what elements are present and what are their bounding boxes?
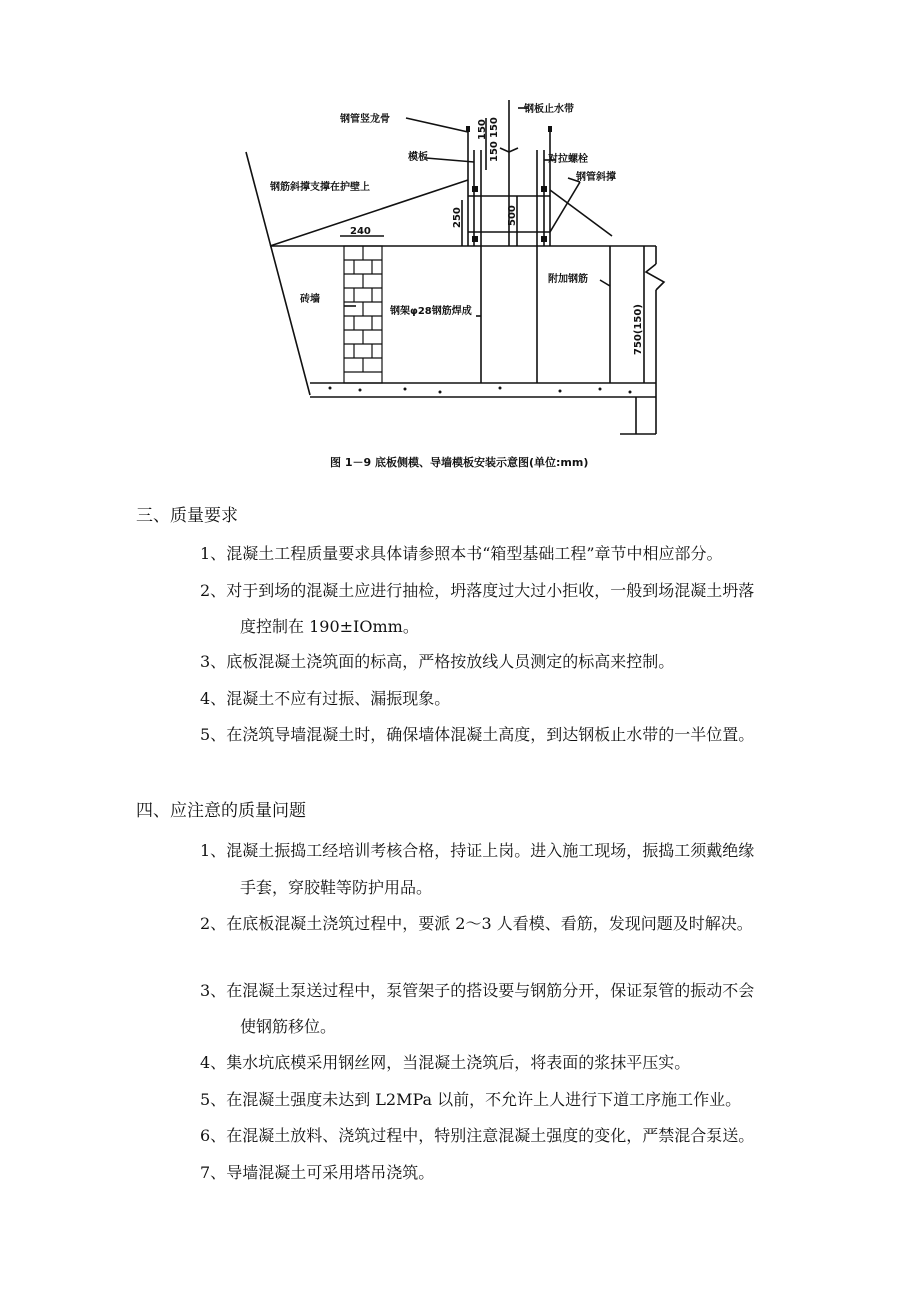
dim-150-mid: 150 [489,141,500,162]
label-rebar-brace: 钢筋斜撑支撑在护壁上 [270,182,370,193]
item-continuation: 使钢筋移位。 [240,1017,337,1036]
dim-240: 240 [350,226,371,237]
item-text: 导墙混凝土可采用塔吊浇筑。 [226,1163,435,1182]
item-continuation: 手套，穿胶鞋等防护用品。 [240,878,433,897]
item-number: 5、 [200,1090,227,1109]
dim-250: 250 [452,207,463,228]
item-text: 混凝土振捣工经培训考核合格，持证上岗。进入施工现场，振捣工须戴绝缘 [226,841,755,860]
list-item [200,1052,690,1074]
dim-150-side: 150 [477,119,488,140]
formwork-installation-diagram [0,0,920,480]
item-number: 2、 [200,581,227,600]
item-number: 3、 [200,981,227,1000]
section-title-quality-issues: 四、应注意的质量问题 [136,801,306,821]
list-item [200,840,754,862]
list-item [200,913,753,935]
label-steel-pipe-stud: 钢管竖龙骨 [340,114,390,125]
item-text: 对于到场的混凝土应进行抽检，坍落度过大过小拒收，一般到场混凝土坍落 [226,581,755,600]
item-continuation: 度控制在 190±IOmm。 [240,617,419,636]
list-item [200,688,450,710]
item-text: 在混凝土泵送过程中，泵管架子的搭设要与钢筋分开，保证泵管的振动不会 [226,981,755,1000]
item-text: 混凝土不应有过振、漏振现象。 [226,689,451,708]
item-number: 1、 [200,544,227,563]
list-item [200,1125,754,1147]
item-text: 集水坑底模采用钢丝网，当混凝土浇筑后，将表面的浆抹平压实。 [226,1053,691,1072]
item-number: 5、 [200,725,227,744]
list-item [200,543,723,565]
item-text: 底板混凝土浇筑面的标高，严格按放线人员测定的标高来控制。 [226,652,675,671]
item-text: 在混凝土强度未达到 L2MPa 以前，不允许上人进行下道工序施工作业。 [226,1090,742,1109]
dim-500: 500 [507,205,518,226]
item-number: 7、 [200,1163,227,1182]
item-number: 4、 [200,689,227,708]
label-brick-wall: 砖墙 [300,294,320,305]
item-text: 在浇筑导墙混凝土时，确保墙体混凝土高度，到达钢板止水带的一半位置。 [226,725,755,744]
figure-caption: 图 1－9 底板侧模、导墙模板安装示意图(单位:mm) [330,456,589,469]
item-number: 6、 [200,1126,227,1145]
item-text: 混凝土工程质量要求具体请参照本书“箱型基础工程”章节中相应部分。 [226,544,723,563]
item-number: 1、 [200,841,227,860]
item-number: 3、 [200,652,227,671]
list-item [200,980,754,1002]
label-formwork: 模板 [408,152,428,163]
label-extra-rebar: 附加钢筋 [548,274,588,285]
item-text: 在混凝土放料、浇筑过程中，特别注意混凝土强度的变化，严禁混合泵送。 [226,1126,755,1145]
list-item [200,580,754,602]
label-tie-bolt: 对拉螺栓 [548,154,588,165]
dim-750: 750(150) [633,304,644,355]
item-number: 2、 [200,914,227,933]
item-number: 4、 [200,1053,227,1072]
list-item [200,651,674,673]
list-item [200,1162,434,1184]
label-steel-waterstop: 钢板止水带 [524,104,574,115]
list-item [200,1089,741,1111]
label-steel-frame: 钢架φ28钢筋焊成 [390,306,472,317]
dim-150-top: 150 [489,117,500,138]
label-steel-pipe-brace: 钢管斜撑 [576,172,616,183]
section-title-quality-requirements: 三、质量要求 [136,506,238,526]
list-item [200,724,754,746]
item-text: 在底板混凝土浇筑过程中，要派 2～3 人看模、看筋，发现问题及时解决。 [226,914,753,933]
